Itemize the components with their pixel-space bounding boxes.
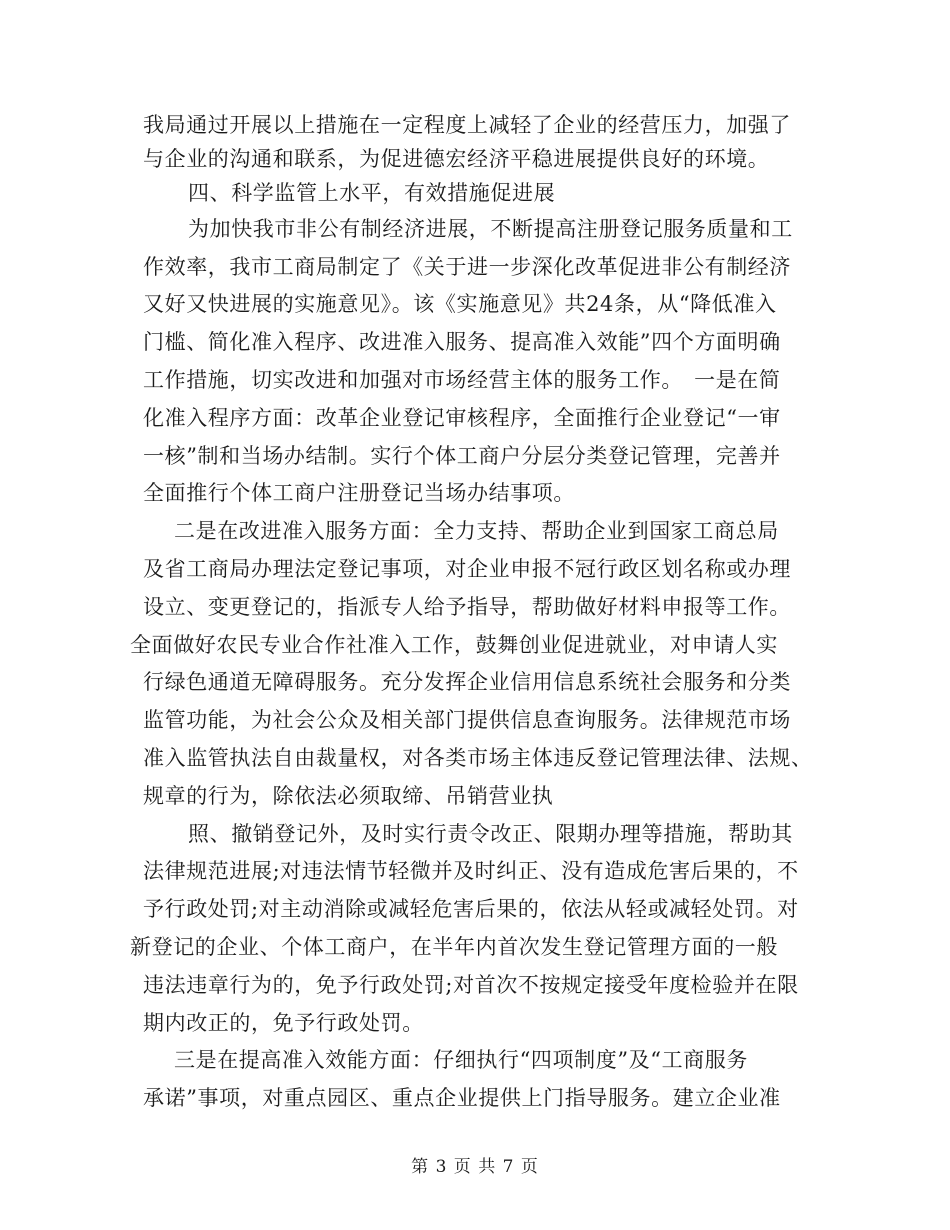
- text-line: 三是在提高准入效能方面：仔细执行“四项制度”及“工商服务: [174, 1048, 749, 1072]
- text-line: 又好又快进展的实施意见》。该《实施意见》共24条，从“降低准入: [143, 292, 777, 316]
- text-line: 监管功能，为社会公众及相关部门提供信息查询服务。法律规范市场: [143, 708, 791, 732]
- text-line: 照、撤销登记外，及时实行责令改正、限期办理等措施，帮助其: [188, 822, 793, 846]
- text-line: 工作措施，切实改进和加强对市场经营主体的服务工作。 一是在简: [143, 368, 781, 392]
- section-heading: 四、科学监管上水平，有效措施促进展: [188, 181, 556, 205]
- text-line: 行绿色通道无障碍服务。充分发挥企业信用信息系统社会服务和分类: [143, 670, 791, 694]
- text-line: 承诺”事项，对重点园区、重点企业提供上门指导服务。建立企业准: [143, 1086, 781, 1110]
- text-line: 为加快我市非公有制经济进展，不断提高注册登记服务质量和工: [188, 217, 793, 241]
- text-line: 与企业的沟通和联系，为促进德宏经济平稳进展提供良好的环境。: [143, 147, 770, 171]
- text-line: 新登记的企业、个体工商户，在半年内首次发生登记管理方面的一般: [130, 935, 778, 959]
- text-line: 我局通过开展以上措施在一定程度上减轻了企业的经营压力，加强了: [143, 113, 791, 137]
- text-line: 门槛、简化准入程序、改进准入服务、提高准入效能”四个方面明确: [143, 330, 781, 354]
- text-line: 作效率，我市工商局制定了《关于进一步深化改革促进非公有制经济: [143, 255, 791, 279]
- text-line: 二是在改进准入服务方面：全力支持、帮助企业到国家工商总局: [174, 519, 779, 543]
- text-line: 及省工商局办理法定登记事项，对企业申报不冠行政区划名称或办理: [143, 557, 791, 581]
- text-line: 设立、变更登记的，指派专人给予指导，帮助做好材料申报等工作。: [143, 595, 791, 619]
- text-line: 法律规范进展;对违法情节轻微并及时纠正、没有造成危害后果的，不: [143, 859, 799, 883]
- text-line: 化准入程序方面：改革企业登记审核程序，全面推行企业登记“一审: [143, 406, 781, 430]
- text-line: 违法违章行为的，免予行政处罚;对首次不按规定接受年度检验并在限: [143, 973, 799, 997]
- text-line: 期内改正的，免予行政处罚。: [143, 1011, 424, 1035]
- text-line: 予行政处罚;对主动消除或减轻危害后果的，依法从轻或减轻处罚。对: [143, 897, 799, 921]
- text-line: 全面做好农民专业合作社准入工作，鼓舞创业促进就业，对申请人实: [130, 633, 778, 657]
- text-line: 准入监管执法自由裁量权，对各类市场主体违反登记管理法律、法规、: [143, 746, 813, 770]
- page-number-footer: 第 3 页 共 7 页: [411, 1157, 539, 1177]
- text-line: 全面推行个体工商户注册登记当场办结事项。: [143, 481, 575, 505]
- text-line: 一核”制和当场办结制。实行个体工商户分层分类登记管理，完善并: [143, 444, 781, 468]
- text-line: 规章的行为，除依法必须取缔、吊销营业执: [143, 784, 554, 808]
